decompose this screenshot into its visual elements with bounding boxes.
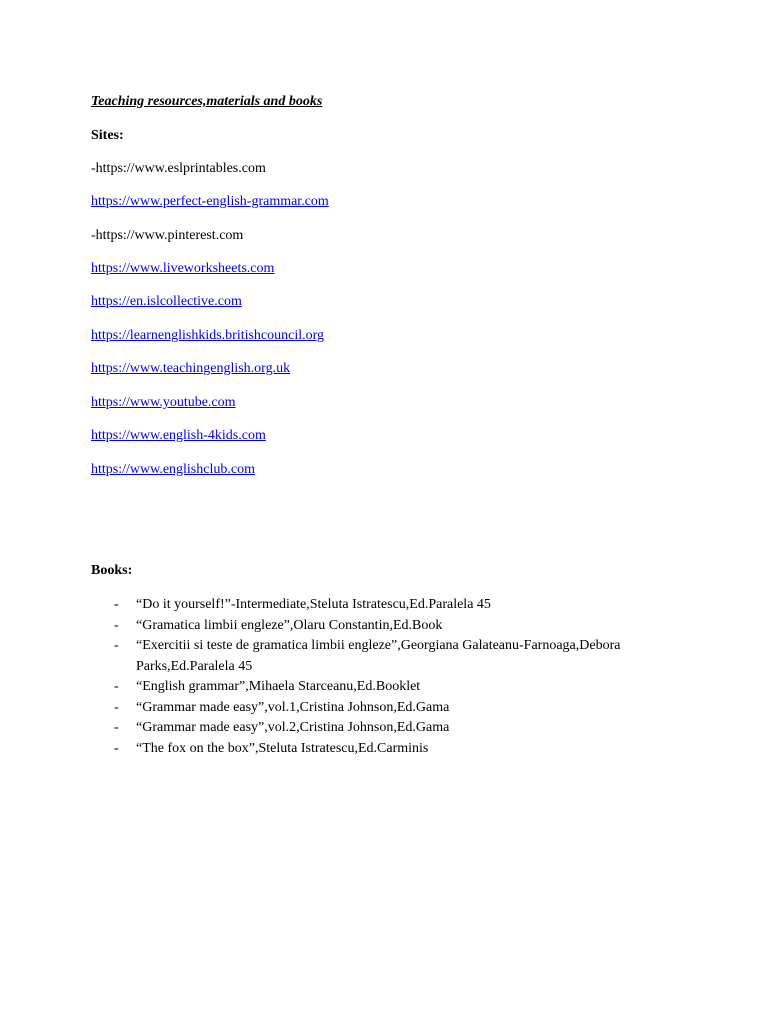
- site-link-islcollective[interactable]: https://en.islcollective.com: [91, 294, 242, 309]
- books-list: [91, 595, 691, 759]
- list-item: [91, 616, 691, 637]
- sites-heading: Sites:: [91, 128, 124, 143]
- site-eslprintables: -https://www.eslprintables.com: [91, 161, 266, 176]
- list-bullet: -: [114, 638, 119, 653]
- list-bullet: -: [114, 699, 119, 715]
- books-heading: Books:: [91, 563, 133, 578]
- site-link-liveworksheets[interactable]: https://www.liveworksheets.com: [91, 261, 275, 276]
- list-item: [91, 718, 691, 739]
- list-item: [91, 595, 691, 616]
- list-item: [91, 636, 691, 677]
- site-link-englishclub[interactable]: https://www.englishclub.com: [91, 462, 255, 477]
- site-link-youtube[interactable]: https://www.youtube.com: [91, 395, 236, 410]
- site-pinterest: -https://www.pinterest.com: [91, 228, 244, 243]
- book-entry: “English grammar”,Mihaela Starceanu,Ed.Booklet: [136, 679, 421, 694]
- list-item: [91, 739, 691, 760]
- list-bullet: -: [114, 679, 119, 694]
- book-entry: “Gramatica limbii engleze”,Olaru Constantin,Ed.Book: [136, 617, 443, 633]
- site-link-english-4kids[interactable]: https://www.english-4kids.com: [91, 428, 266, 443]
- list-bullet: -: [114, 617, 119, 633]
- book-entry: “Grammar made easy”,vol.1,Cristina Johnson,Ed.Gama: [136, 699, 450, 715]
- list-item: [91, 677, 691, 698]
- list-item: [91, 698, 691, 719]
- book-entry: “Exercitii si teste de gramatica limbii engleze”,Georgiana Galateanu-Farnoaga,Debora Parks,Ed.Paralela 45: [136, 638, 621, 674]
- list-bullet: -: [114, 720, 119, 735]
- book-entry: “The fox on the box”,Steluta Istratescu,Ed.Carminis: [136, 740, 429, 756]
- site-link-learnenglishkids[interactable]: https://learnenglishkids.britishcouncil.org: [91, 328, 325, 343]
- list-bullet: -: [114, 597, 119, 612]
- book-entry: “Grammar made easy”,vol.2,Cristina Johnson,Ed.Gama: [136, 720, 450, 735]
- book-entry: “Do it yourself!”-Intermediate,Steluta Istratescu,Ed.Paralela 45: [136, 597, 491, 612]
- site-link-perfect-english-grammar[interactable]: https://www.perfect-english-grammar.com: [91, 194, 329, 209]
- list-bullet: -: [114, 740, 119, 756]
- document-title: Teaching resources,materials and books: [91, 94, 323, 109]
- site-link-teachingenglish[interactable]: https://www.teachingenglish.org.uk: [91, 361, 291, 376]
